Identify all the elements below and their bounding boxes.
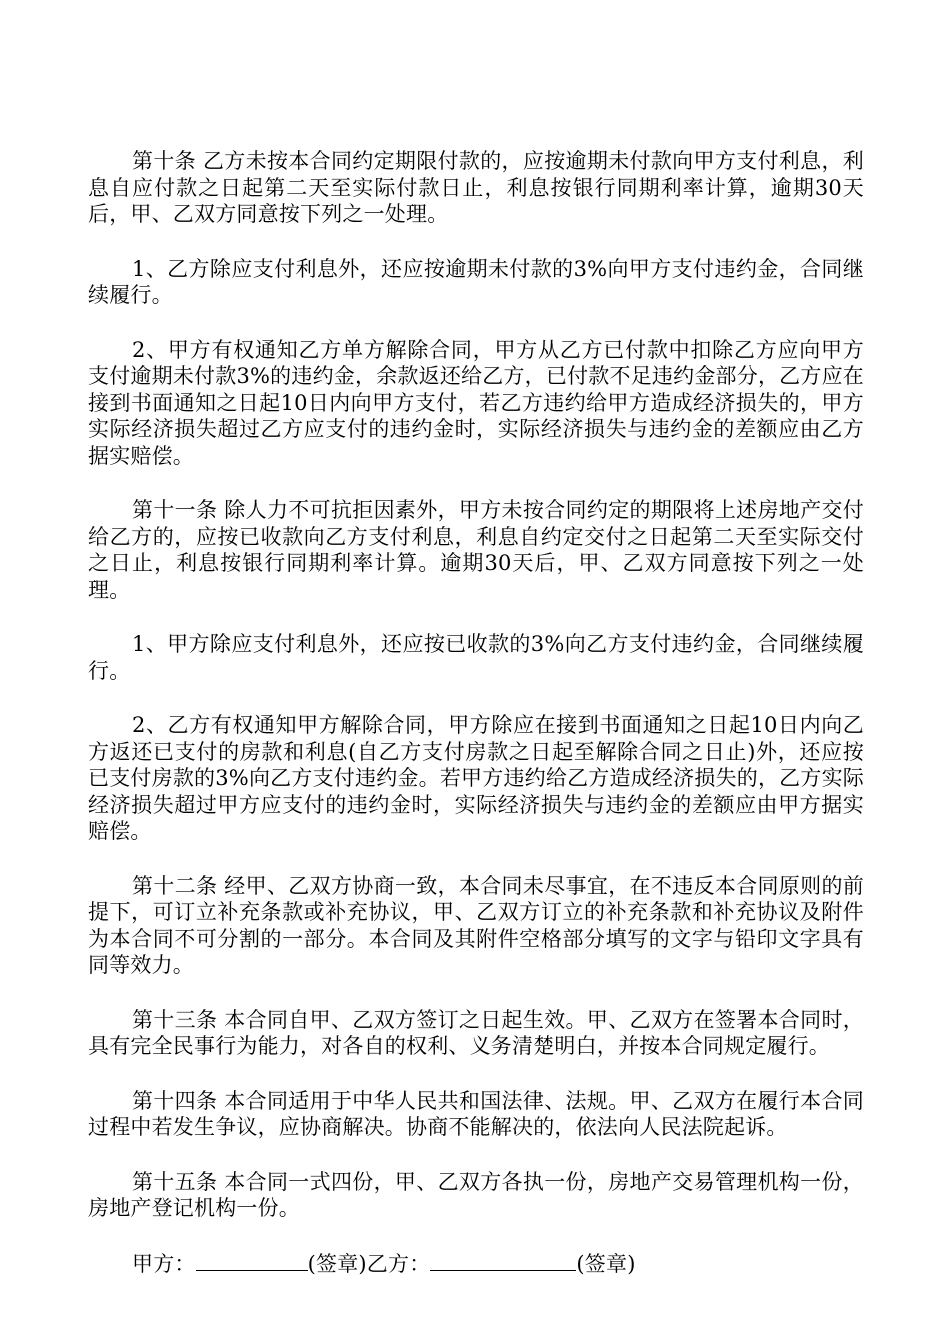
party-a-label: 甲方： — [132, 1251, 196, 1276]
party-b-signature-blank[interactable] — [430, 1250, 576, 1271]
clause-12: 第十二条 经甲、乙双方协商一致，本合同未尽事宜，在不违反本合同原则的前提下，可订立补充条款或补充协议，甲、乙双方订立的补充条款和补充协议及附件为本合同不可分割的一部分。本合同及其附件空格部分填写的文字与铅印文字具有同等效力。 — [88, 873, 864, 977]
party-b-seal-label: (签章) — [576, 1251, 636, 1276]
clause-10-option-2: 2、甲方有权通知乙方单方解除合同，甲方从乙方已付款中扣除乙方应向甲方支付逾期未付款3%的违约金，余款返还给乙方，已付款不足违约金部分，乙方应在接到书面通知之日起10日内向甲方支付，若乙方违约给甲方造成经济损失的，甲方实际经济损失超过乙方应支付的违约金时，实际经济损失与违约金的差额应由乙方据实赔偿。 — [88, 337, 864, 468]
party-a-signature-blank[interactable] — [196, 1250, 308, 1271]
clause-11: 第十一条 除人力不可抗拒因素外，甲方未按合同约定的期限将上述房地产交付给乙方的，应按已收款向乙方支付利息，利息自约定交付之日起第二天至实际交付之日止，利息按银行同期利率计算。逾期30天后，甲、乙双方同意按下列之一处理。 — [88, 498, 864, 602]
clause-10: 第十条 乙方未按本合同约定期限付款的，应按逾期未付款向甲方支付利息，利息自应付款之日起第二天至实际付款日止，利息按银行同期利率计算，逾期30天后，甲、乙双方同意按下列之一处理。 — [88, 149, 864, 226]
party-a-seal-label: (签章) — [307, 1251, 367, 1276]
clause-11-option-1: 1、甲方除应支付利息外，还应按已收款的3%向乙方支付违约金，合同继续履行。 — [88, 632, 864, 683]
signature-line — [88, 1250, 864, 1278]
clause-14: 第十四条 本合同适用于中华人民共和国法律、法规。甲、乙双方在履行本合同过程中若发生争议，应协商解决。协商不能解决的，依法向人民法院起诉。 — [88, 1088, 864, 1139]
clause-11-option-2: 2、乙方有权通知甲方解除合同，甲方除应在接到书面通知之日起10日内向乙方返还已支付的房款和利息(自乙方支付房款之日起至解除合同之日止)外，还应按已支付房款的3%向乙方支付违约金。若甲方违约给乙方造成经济损失的，乙方实际经济损失超过甲方应支付的违约金时，实际经济损失与违约金的差额应由甲方据实赔偿。 — [88, 713, 864, 843]
party-b-label: 乙方： — [366, 1251, 431, 1276]
clause-13: 第十三条 本合同自甲、乙双方签订之日起生效。甲、乙双方在签署本合同时，具有完全民事行为能力，对各自的权利、义务清楚明白，并按本合同规定履行。 — [88, 1007, 864, 1058]
clause-10-option-1: 1、乙方除应支付利息外，还应按逾期未付款的3%向甲方支付违约金，合同继续履行。 — [88, 256, 864, 307]
contract-page — [88, 148, 864, 1277]
clause-15: 第十五条 本合同一式四份，甲、乙双方各执一份，房地产交易管理机构一份，房地产登记机构一份。 — [88, 1169, 864, 1220]
